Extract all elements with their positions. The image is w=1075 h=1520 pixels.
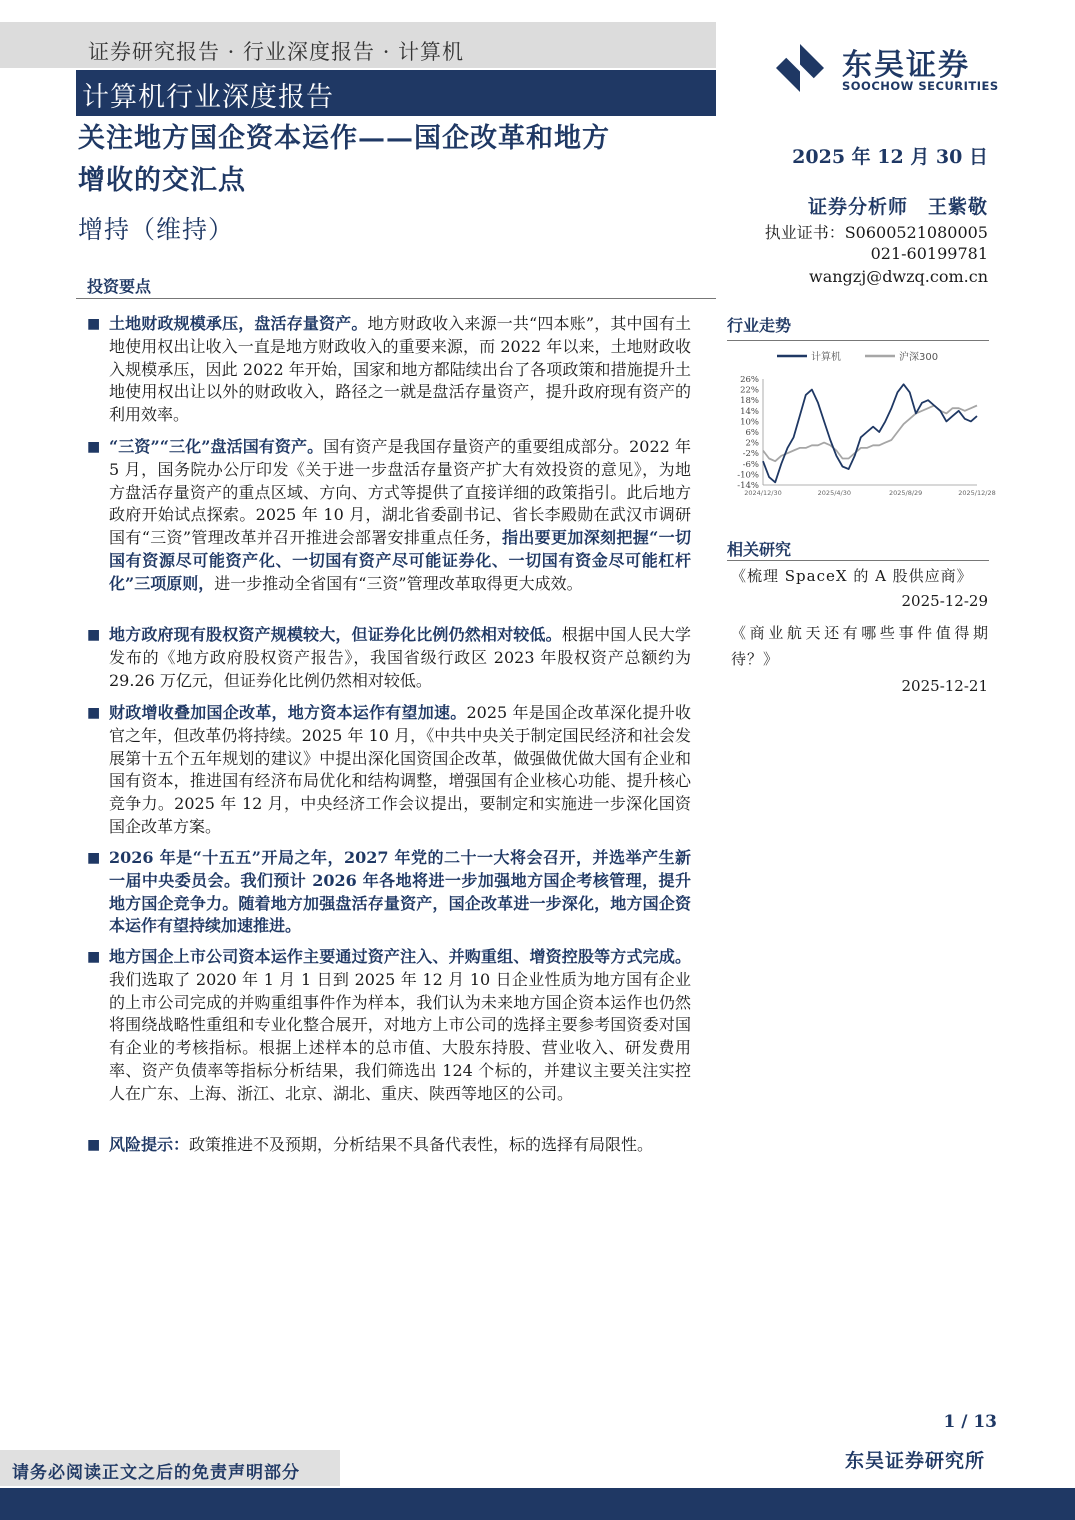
divider bbox=[727, 340, 989, 341]
x-tick-label: 2024/12/30 bbox=[744, 489, 782, 497]
key-point-body: 我们选取了 2020 年 1 月 1 日到 2025 年 12 月 10 日企业性质为地方国有企业的上市公司完成的并购重组事件作为样本，我们认为未来地方国企资本运作也仍然将围绕战略性重组和专业化整合展开，对地方上市公司的选择主要参考国资委对国有企业的考核指标。根据上述样本的总市值、大股东持股、营业收入、研发费用率、资产负债率等指标分析结果，我们筛选出 124 个标的，并建议主要关注实控人在广东、上海、浙江、北京、湖北、重庆、陕西等地区的公司。 bbox=[109, 969, 691, 1103]
key-point-body: 2025 年是国企改革深化提升收官之年，但改革仍将持续。2025 年 10 月，《中共中央关于制定国民经济和社会发展第十五个五年规划的建议》中提出深化国资国企改革，做强做优做大国有企业和国有资本，推进国有经济布局优化和结构调整，增强国有企业核心功能、提升核心竞争力。2025 年 12 月，中央经济工作会议提出，要制定和实施进一步深化国资国企改革方案。 bbox=[109, 703, 691, 836]
key-point bbox=[87, 313, 691, 427]
report-title-line1: 关注地方国企资本运作——国企改革和地方 bbox=[78, 123, 610, 154]
x-tick-label: 2025/8/29 bbox=[888, 489, 923, 497]
trend-heading: 行业走势 bbox=[727, 316, 792, 335]
divider bbox=[727, 560, 989, 561]
bullet-square-icon: ■ bbox=[87, 627, 101, 643]
key-point-headline: 土地财政规模承压，盘活存量资产。 bbox=[109, 314, 368, 333]
analyst-phone: 021-60199781 bbox=[870, 244, 988, 263]
y-tick-label: -10% bbox=[737, 470, 759, 481]
legend-label: 沪深300 bbox=[899, 352, 939, 363]
y-tick-label: 22% bbox=[740, 385, 759, 396]
key-point bbox=[87, 946, 691, 1106]
x-tick-label: 2025/12/28 bbox=[958, 489, 996, 497]
key-points-heading: 投资要点 bbox=[87, 277, 152, 296]
analyst-email[interactable]: wangzj@dwzq.com.cn bbox=[809, 267, 988, 286]
series-line bbox=[763, 384, 977, 482]
rating: 增持（维持） bbox=[78, 215, 235, 244]
key-point-body: 地方财政收入来源一共“四本账”，其中国有土地使用权出让收入一直是地方财政收入的重要来源，而 2022 年以来，土地财政收入规模承压，因此 2022 年开始，国家和地方都陆续出台了各项政策和措施提升土地使用权出让以外的财政收入，路径之一就是盘活存量资产，提升政府现有资产的利用效率。 bbox=[109, 314, 691, 425]
key-point-headline: 地方国企上市公司资本运作主要通过资产注入、并购重组、增资控股等方式完成。 bbox=[109, 947, 691, 966]
related-item-date: 2025-12-21 bbox=[901, 677, 988, 695]
y-tick-label: -2% bbox=[742, 449, 759, 460]
key-point bbox=[87, 624, 691, 692]
x-tick-label: 2025/4/30 bbox=[817, 489, 852, 497]
institute-name: 东吴证券研究所 bbox=[844, 1450, 985, 1472]
bullet-square-icon: ■ bbox=[87, 850, 101, 866]
key-point-body: 国有资产是我国存量资产的重要组成部分。2022 年 5 月，国务院办公厅印发《关于进一步盘活存量资产扩大有效投资的意见》，为地方盘活存量资产的重点区域、方向、方式等提供了直接详细的政策指引。此后地方政府开始试点探索。2025 年 10 月，湖北省委副书记、省长李殿勋在武汉市调研国有“三资”管理改革并召开推进会部署安排重点任务， bbox=[109, 437, 691, 548]
analyst-name: 证券分析师 王紫敬 bbox=[807, 196, 988, 218]
logo-text-cn: 东吴证券 bbox=[842, 48, 970, 83]
key-point bbox=[87, 847, 691, 938]
logo-text-en: SOOCHOW SECURITIES bbox=[842, 79, 999, 93]
key-point bbox=[87, 436, 691, 596]
report-title-line2: 增收的交汇点 bbox=[78, 165, 246, 196]
related-item-date: 2025-12-29 bbox=[901, 592, 988, 610]
key-point-headline: 地方政府现有股权资产规模较大，但证券化比例仍然相对较低。 bbox=[109, 625, 562, 644]
legend-label: 计算机 bbox=[811, 352, 841, 363]
key-point-body: 政策推进不及预期，分析结果不具备代表性，标的选择有局限性。 bbox=[189, 1135, 654, 1154]
key-point-body: 进一步推动全省国有“三资”管理改革取得更大成效。 bbox=[214, 573, 583, 593]
y-tick-label: 2% bbox=[745, 438, 759, 449]
footer-bar bbox=[0, 1488, 1075, 1520]
key-point-emphasis: 指出要更加深刻把握“一切国有资源尽可能资产化、一切国有资产尽可能证券化、一切国有资金尽可能杠杆化”三项原则， bbox=[109, 528, 691, 593]
bullet-square-icon: ■ bbox=[87, 705, 101, 721]
report-type: 计算机行业深度报告 bbox=[82, 82, 334, 113]
y-tick-label: 10% bbox=[740, 417, 759, 428]
report-title bbox=[78, 118, 718, 202]
key-point-body: 根据中国人民大学发布的《地方政府股权资产报告》，我国省级行政区 2023 年股权资产总额约为 29.26 万亿元，但证券化比例仍然相对较低。 bbox=[109, 625, 691, 690]
divider bbox=[76, 298, 716, 299]
y-tick-label: 14% bbox=[740, 406, 759, 417]
related-item-title[interactable]: 《商业航天还有哪些事件值得期待？》 bbox=[731, 624, 989, 668]
report-date: 2025 年 12 月 30 日 bbox=[792, 146, 988, 168]
related-heading: 相关研究 bbox=[727, 540, 792, 559]
key-point-headline: 财政增收叠加国企改革，地方资本运作有望加速。 bbox=[109, 703, 467, 722]
disclaimer-note: 请务必阅读正文之后的免责声明部分 bbox=[12, 1463, 300, 1483]
y-tick-label: -6% bbox=[742, 459, 759, 470]
bullet-square-icon: ■ bbox=[87, 1137, 101, 1153]
bullet-square-icon: ■ bbox=[87, 439, 101, 455]
report-category: 证券研究报告 · 行业深度报告 · 计算机 bbox=[88, 40, 465, 64]
key-point-headline: 2026 年是“十五五”开局之年，2027 年党的二十一大将会召开，并选举产生新一届中央委员会。我们预计 2026 年各地将进一步加强地方国企考核管理，提升地方国企竞争力。随着地方加强盘活存量资产，国企改革进一步深化，地方国企资本运作有望持续加速推进。 bbox=[109, 848, 691, 936]
key-point bbox=[87, 702, 691, 839]
related-item-title[interactable]: 《梳理 SpaceX 的 A 股供应商》 bbox=[731, 567, 973, 585]
chart-legend bbox=[777, 350, 938, 363]
key-point bbox=[87, 1134, 691, 1157]
key-point-headline: “三资”“三化”盘活国有资产。 bbox=[109, 437, 324, 456]
industry-trend-chart bbox=[727, 345, 996, 500]
y-tick-label: 6% bbox=[745, 428, 759, 438]
analyst-cert: 执业证书：S0600521080005 bbox=[764, 223, 988, 242]
bullet-square-icon: ■ bbox=[87, 316, 101, 332]
y-tick-label: -14% bbox=[737, 481, 759, 491]
key-point-headline: 风险提示： bbox=[109, 1135, 190, 1154]
page-number: 1 / 13 bbox=[943, 1412, 997, 1432]
y-tick-label: 18% bbox=[740, 396, 759, 407]
y-tick-label: 26% bbox=[740, 375, 759, 385]
bullet-square-icon: ■ bbox=[87, 949, 101, 965]
